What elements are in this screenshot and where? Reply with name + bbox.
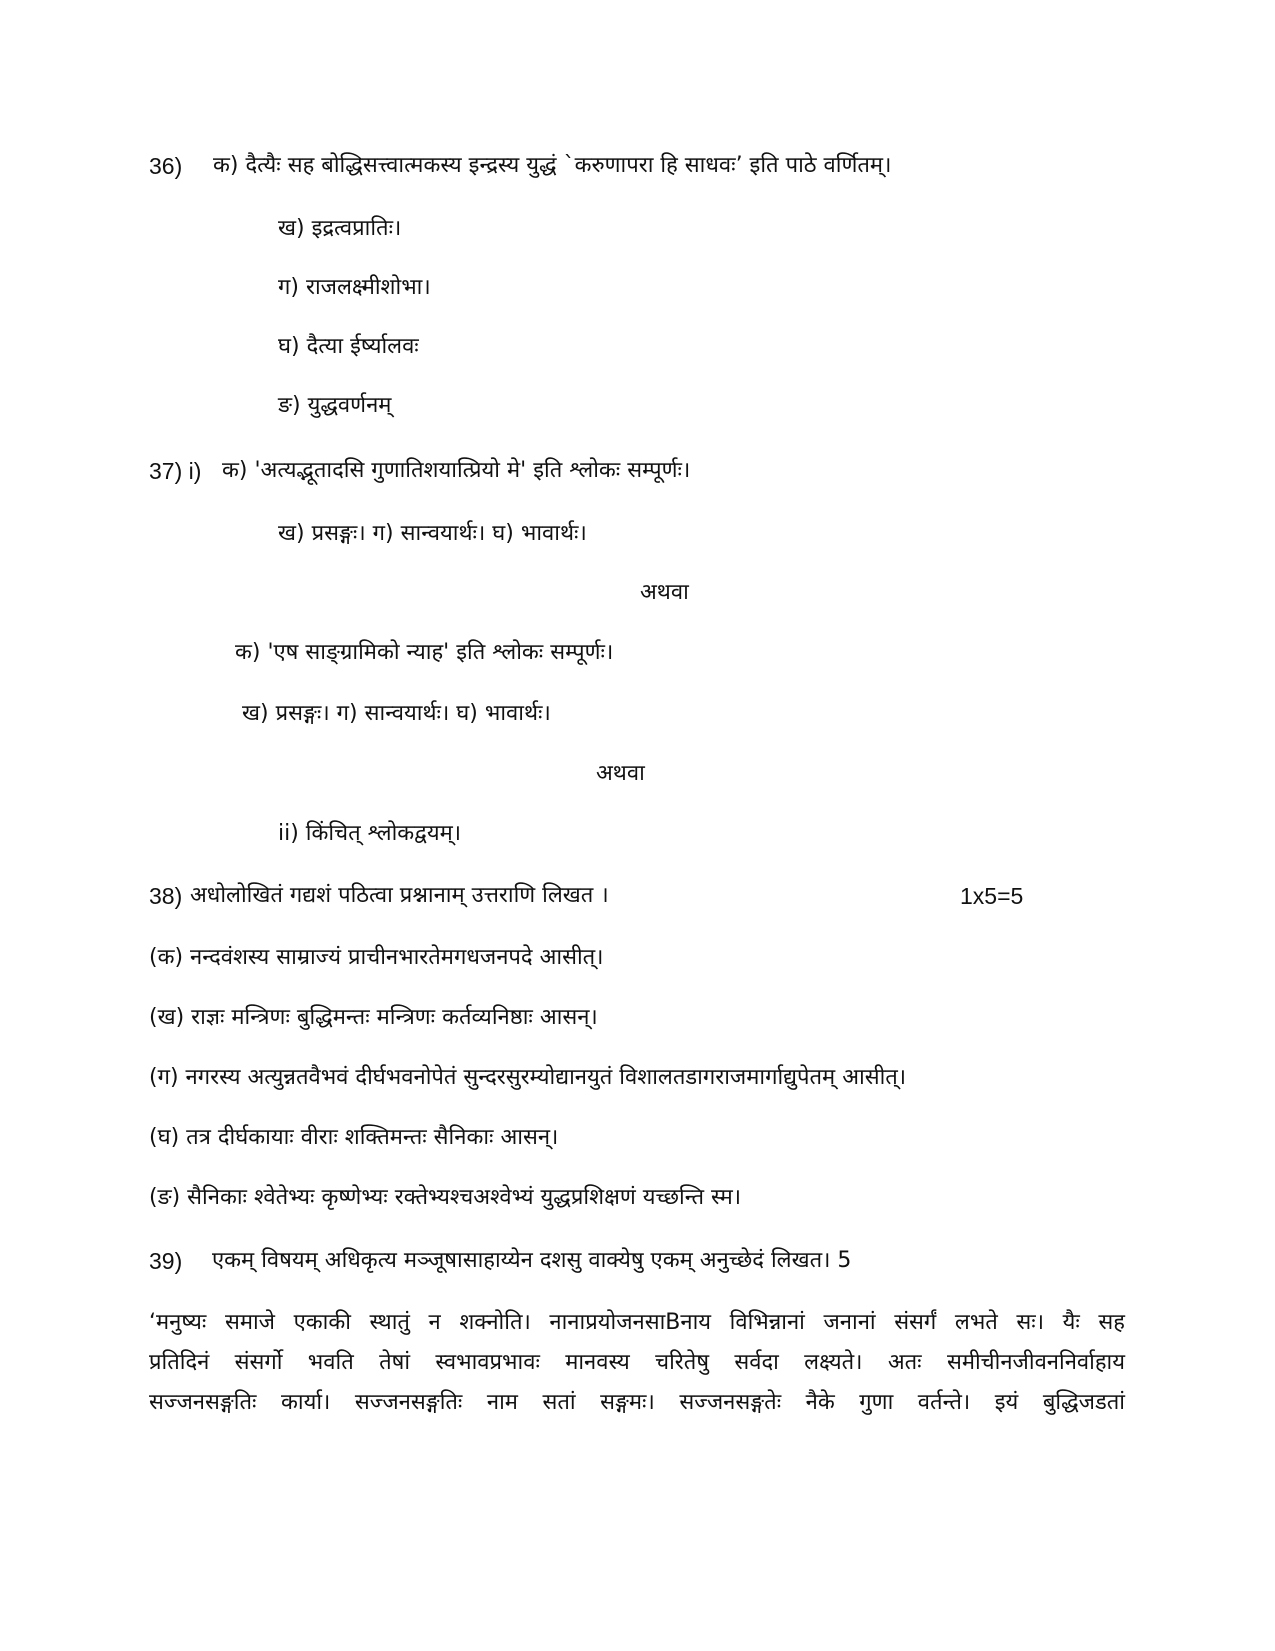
q36-item-kha: ख) इद्रत्वप्रातिः। [278, 216, 402, 241]
q38-answer-nga: (ङ) सैनिकाः श्वेतेभ्यः कृष्णेभ्यः रक्तेभ्यश्चअश्वेभ्यं युद्धप्रशिक्षणं यच्छन्ति स्म। [149, 1185, 742, 1210]
q37-or-1: अथवा [640, 580, 689, 605]
q39-paragraph-line-2: प्रतिदिनं संसर्गो भवति तेषां स्वभावप्रभावः मानवस्य चरितेषु सर्वदा लक्ष्यते। अतः समीचीनजीवननिर्वाहाय [149, 1350, 1125, 1375]
q37-part1-sub: ख) प्रसङ्गः। ग) सान्वयार्थः। घ) भावार्थः। [278, 521, 587, 546]
q37-or-2: अथवा [596, 761, 645, 786]
q39-paragraph-line-3: सज्जनसङ्गतिः कार्या। सज्जनसङ्गतिः नाम सतां सङ्गमः। सज्जनसङ्गतेः नैके गुणा वर्तन्ते। इयं बुद्धिजडतां [149, 1390, 1125, 1415]
q36-item-ga: ग) राजलक्ष्मीशोभा। [278, 275, 431, 300]
q36-number: 36) [149, 153, 183, 179]
q37-part1-main: क) 'अत्यद्भूतादसि गुणातिशयात्प्रियो मे' इति श्लोकः सम्पूर्णः। [222, 458, 691, 483]
q39-number: 39) [149, 1248, 183, 1274]
q37-number: 37) i) [149, 458, 202, 484]
q36-item-nga: ङ) युद्धवर्णनम् [278, 393, 392, 418]
q39-instruction: एकम् विषयम् अधिकृत्य मञ्जूषासाहाय्येन दशसु वाक्येषु एकम् अनुच्छेदं लिखत। 5 [212, 1248, 852, 1273]
q37-part2-sub: ख) प्रसङ्गः। ग) सान्वयार्थः। घ) भावार्थः। [242, 701, 551, 726]
q38-answer-ga: (ग) नगरस्य अत्युन्नतवैभवं दीर्घभवनोपेतं सुन्दरसुरम्योद्यानयुतं विशालतडागराजमार्गाद्युपेतम् आसीत्। [149, 1065, 907, 1090]
q38-instruction: अधोलोखितं गद्यशं पठित्वा प्रश्नानाम् उत्तराणि लिखत । [190, 883, 609, 908]
q38-answer-gha: (घ) तत्र दीर्घकायाः वीराः शक्तिमन्तः सैनिकाः आसन्। [149, 1125, 559, 1150]
q38-answer-ka: (क) नन्दवंशस्य साम्राज्यं प्राचीनभारतेमगधजनपदे आसीत्। [149, 945, 604, 970]
q39-paragraph-line-1: ‘मनुष्यः समाजे एकाकी स्थातुं न शक्नोति। नानाप्रयोजनसाBनाय विभिन्नानां जनानां संसर्गं लभते सः। यैः सह [149, 1310, 1125, 1335]
q38-answer-kha: (ख) राज्ञः मन्त्रिणः बुद्धिमन्तः मन्त्रिणः कर्तव्यनिष्ठाः आसन्। [149, 1005, 598, 1030]
q39-paragraph [149, 1303, 1125, 1423]
q36-item-gha: घ) दैत्या ईर्ष्यालवः [278, 334, 419, 359]
q36-main-text: क) दैत्यैः सह बोद्धिसत्त्वात्मकस्य इन्द्रस्य युद्धं `करुणापरा हि साधवः’ इति पाठे वर्णितम्। [213, 153, 892, 178]
q37-part-ii: ii) किंचित् श्लोकद्वयम्। [278, 821, 462, 846]
q37-part2-main: क) 'एष साङ्ग्रामिको न्याह' इति श्लोकः सम्पूर्णः। [235, 640, 614, 665]
q38-marks: 1x5=5 [960, 883, 1024, 909]
q38-number: 38) [149, 883, 183, 909]
